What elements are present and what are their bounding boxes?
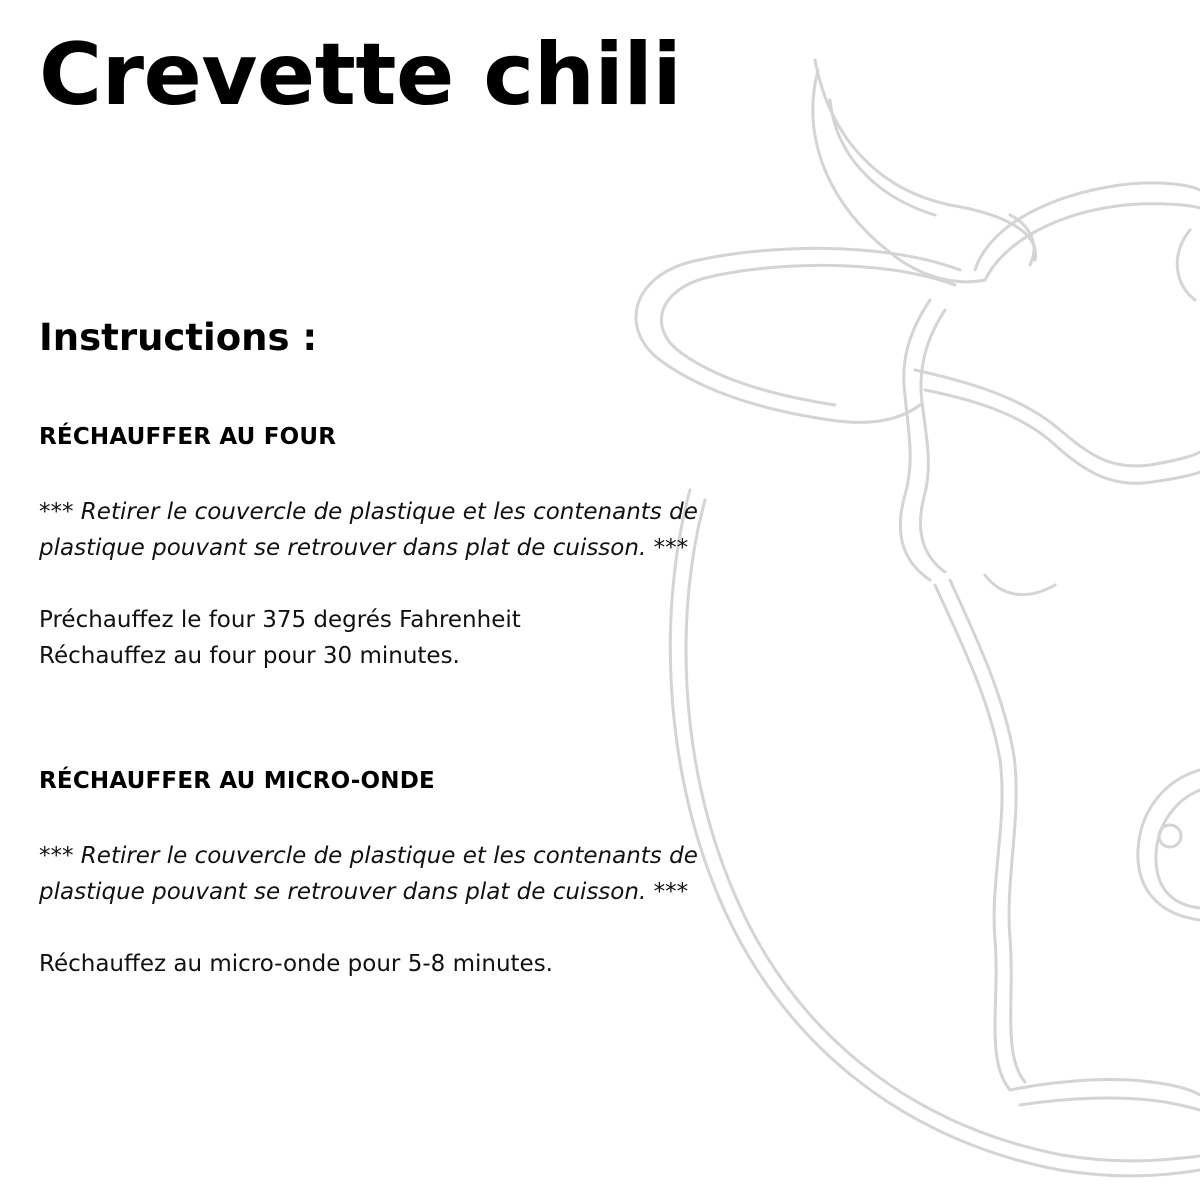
warning-line: *** Retirer le couvercle de plastique et les contenants de [39, 499, 698, 525]
plastic-warning-microwave [39, 838, 698, 910]
oven-steps [39, 602, 521, 674]
step-reheat-microwave: Réchauffez au micro-onde pour 5-8 minutes. [39, 951, 553, 977]
warning-line: plastique pouvant se retrouver dans plat de cuisson. *** [39, 879, 689, 905]
page-title: Crevette chili [39, 25, 682, 125]
warning-line: *** Retirer le couvercle de plastique et les contenants de [39, 843, 698, 869]
instructions-heading: Instructions : [39, 316, 318, 359]
plastic-warning-oven [39, 494, 698, 566]
section-heading-oven: RÉCHAUFFER AU FOUR [39, 424, 337, 450]
warning-line: plastique pouvant se retrouver dans plat de cuisson. *** [39, 535, 689, 561]
step-reheat-oven: Réchauffez au four pour 30 minutes. [39, 643, 460, 669]
microwave-steps [39, 946, 553, 982]
section-heading-microwave: RÉCHAUFFER AU MICRO-ONDE [39, 768, 435, 794]
step-preheat: Préchauffez le four 375 degrés Fahrenheit [39, 607, 521, 633]
